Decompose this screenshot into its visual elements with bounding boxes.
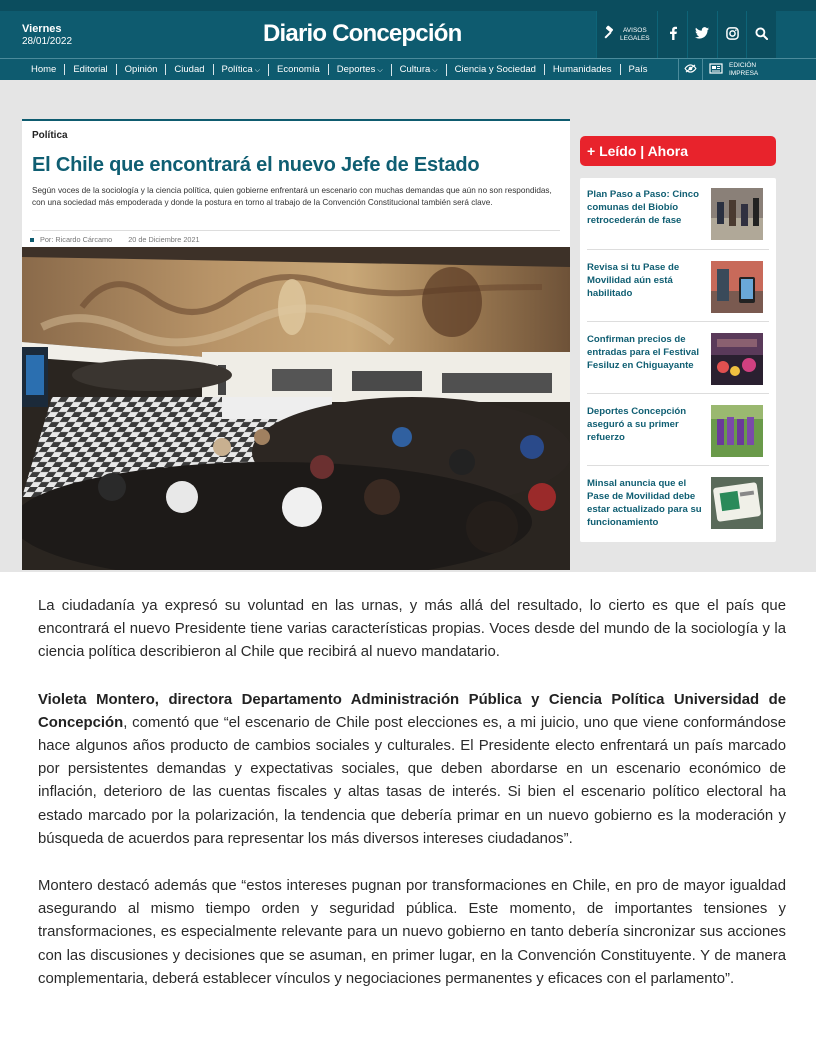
instagram-button[interactable] — [717, 11, 747, 58]
avisos-legales-button[interactable] — [596, 11, 657, 58]
date-label: 28/01/2022 — [22, 36, 73, 47]
article-paragraph: La ciudadanía ya expresó su voluntad en las urnas, y más allá del resultado, lo cierto es que el país que encontrará el nuevo Presidente tiene varias características propias. Voces desde del mundo de la sociología y la ciencia política describieron al Chile que recibirá al nuevo mandatario. — [38, 598, 786, 661]
news-title[interactable]: Minsal anuncia que el Pase de Movilidad debe estar actualizado para su funcionamiento — [587, 478, 702, 528]
nav-item-ciencia-sociedad[interactable]: Ciencia y Sociedad — [447, 64, 545, 75]
news-title[interactable]: Confirman precios de entradas para el Festival Fesiluz en Chiguayante — [587, 334, 699, 371]
list-item[interactable] — [580, 466, 776, 538]
news-title[interactable]: Deportes Concepción aseguró a su primer refuerzo — [587, 406, 687, 443]
edicion-label-2: IMPRESA — [729, 69, 759, 77]
nav-right-tools — [678, 59, 758, 80]
article-lead: Según voces de la sociología y la ciencia política, quien gobierne enfrentará un escenario con muchas demandas que aún no son respondidas, con una sociedad más empoderada y donde la postura en torno al trabajo de la Convención Constitucional también será clave. — [32, 186, 552, 207]
list-item[interactable] — [580, 394, 776, 466]
article-meta — [30, 235, 200, 244]
gavel-icon — [603, 25, 617, 44]
search-icon — [755, 27, 768, 43]
facebook-button[interactable] — [657, 11, 687, 58]
news-thumbnail[interactable] — [711, 477, 763, 529]
facebook-icon — [668, 26, 678, 43]
list-item[interactable] — [580, 250, 776, 322]
newspaper-icon — [709, 61, 723, 79]
nav-item-politica[interactable] — [214, 64, 269, 76]
news-thumbnail[interactable] — [711, 188, 763, 240]
instagram-icon — [726, 27, 739, 43]
bullet-icon — [30, 238, 34, 242]
nav-label-deportes: Deportes — [336, 63, 376, 75]
article-photo — [22, 247, 570, 570]
nav-item-cultura[interactable] — [392, 64, 447, 76]
header-tools — [596, 11, 776, 58]
chevron-down-icon: ⌵ — [254, 66, 260, 74]
news-title[interactable]: Revisa si tu Pase de Movilidad aún está habilitado — [587, 262, 680, 299]
news-thumbnail[interactable] — [711, 333, 763, 385]
news-title[interactable]: Plan Paso a Paso: Cinco comunas del Biobío retrocederán de fase — [587, 189, 699, 226]
nav-item-ciudad[interactable]: Ciudad — [166, 64, 213, 75]
site-header — [0, 0, 816, 58]
article-date: 20 de Diciembre 2021 — [128, 235, 200, 244]
article-author: Por: Ricardo Cárcamo — [40, 235, 113, 244]
chevron-down-icon: ⌵ — [377, 66, 383, 74]
nav-label-cultura: Cultura — [399, 63, 431, 75]
article-paragraph: Montero destacó además que “estos intereses pugnan por transformaciones en Chile, en pro de mayor igualdad asegurando al mismo tiempo orden y seguridad pública. Este momento, de importantes tensiones y transformaciones, es especialmente relevante para un nuevo gobierno en tanto debería sincronizar sus acciones con las discusiones y decisiones que se asuman, en primer lugar, en la Convención Constituyente. Y de manera complementaria, deberá establecer vínculos y negociaciones permanentes y eficaces con el parlamento”. — [38, 878, 786, 987]
list-item[interactable] — [580, 178, 776, 250]
nav-label-politica: Política — [221, 63, 253, 75]
news-thumbnail[interactable] — [711, 261, 763, 313]
nav-item-editorial[interactable]: Editorial — [65, 64, 116, 75]
article-section[interactable]: Política — [32, 130, 68, 141]
nav-menu — [23, 59, 656, 80]
twitter-button[interactable] — [687, 11, 717, 58]
divider — [32, 230, 560, 231]
quoted-person: Violeta Montero, directora Departamento Administración Pública y Ciencia Política Universidad de Concepción — [38, 691, 786, 731]
avisos-label-2: LEGALES — [620, 34, 650, 42]
twitter-icon — [695, 27, 709, 42]
article-body — [38, 595, 786, 1015]
most-read-list — [580, 178, 776, 542]
edicion-impresa-button[interactable] — [702, 59, 758, 80]
list-item[interactable] — [580, 322, 776, 394]
nav-item-home[interactable]: Home — [23, 64, 65, 75]
weekday-label: Viernes — [22, 23, 62, 35]
edicion-label-1: EDICIÓN — [729, 61, 757, 69]
current-date — [22, 23, 72, 48]
nav-item-humanidades[interactable]: Humanidades — [545, 64, 621, 75]
nav-item-pais[interactable]: País — [628, 64, 648, 75]
article-paragraph — [38, 689, 786, 851]
search-button[interactable] — [746, 11, 776, 58]
nav-item-deportes[interactable] — [329, 64, 392, 76]
nav-item-opinion[interactable]: Opinión — [117, 64, 167, 75]
accessibility-button[interactable] — [678, 59, 702, 80]
nav-item-economia[interactable]: Economía — [269, 64, 329, 75]
site-logo[interactable]: Diario Concepción — [263, 20, 462, 47]
avisos-label-1: AVISOS — [622, 26, 647, 34]
eye-icon — [684, 64, 697, 76]
most-read-heading: + Leído | Ahora — [580, 136, 776, 166]
chevron-down-icon: ⌵ — [432, 66, 438, 74]
article-header-card — [22, 119, 570, 570]
main-navigation — [0, 58, 816, 80]
news-thumbnail[interactable] — [711, 405, 763, 457]
article-title: El Chile que encontrará el nuevo Jefe de Estado — [32, 154, 480, 176]
paragraph-text: , comentó que “el escenario de Chile post elecciones es, a mi juicio, uno que viene conformándose hace algunos años producto de cambios sociales y culturales. El Presidente electo enfrentará un país marcado por persistentes demandas y expectativas sociales, que deben abordarse en un escenario económico de inflación, deterioro de las cuentas fiscales y altas tasas de interés. Si bien el escenario político electoral ha estado marcado por la polarización, la tendencia que debería primar en un nuevo gobierno es la moderación y búsqueda de acuerdos para representar los más diversos intereses ciudadanos”. — [38, 714, 786, 847]
